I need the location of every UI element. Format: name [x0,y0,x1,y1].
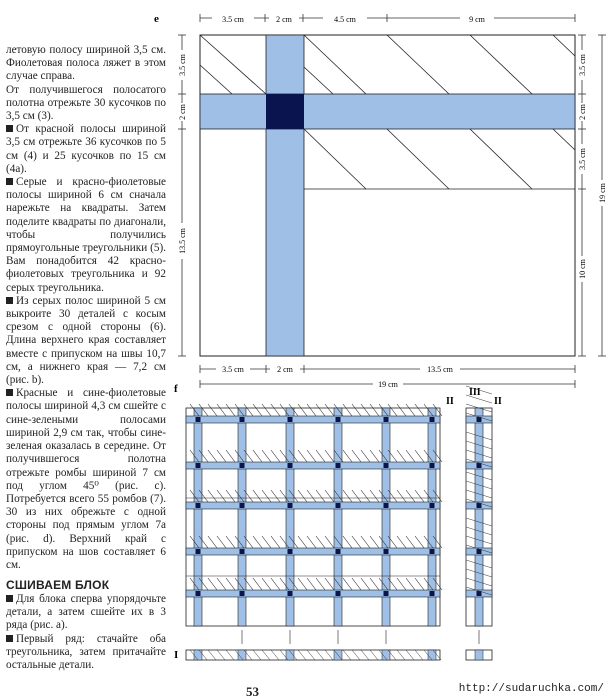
horizontal-strip [186,590,440,597]
intersection-square [240,549,245,554]
horizontal-strip [186,502,440,509]
intersection-square [336,417,341,422]
intersection-square [288,591,293,596]
bullet-icon [6,635,13,642]
paragraph: От получившегося полосатого полотна отрежьте 30 кусочков по 3,5 см (3). [6,83,166,123]
intersection-square [240,591,245,596]
bullet-icon [6,595,13,602]
intersection-square [384,591,389,596]
intersection-square [430,417,435,422]
source-url: http://sudaruchka.com/ [458,683,604,695]
row-marker: II [446,396,454,407]
page-number: 53 [246,684,259,699]
intersection-square [196,591,201,596]
bullet-icon [6,125,13,132]
dim-label: 10 cm [578,259,587,279]
intersection-square [430,463,435,468]
intersection-square [430,591,435,596]
paragraph: От красной полосы шириной 3,5 см отрежьте 36 кусочков по 5 см (4) и 25 кусочков по 15 см (4а). [6,123,166,175]
intersection-square [240,503,245,508]
dim-label: 19 cm [378,380,398,389]
intersection-square [240,463,245,468]
dim-label: 2 cm [277,365,293,374]
strip-segment [428,650,436,660]
paragraph: Красные и сине-фиолетовые полосы шириной 4,3 см сшейте с сине-зелеными полосами шириной 2,9 см так, чтобы сине-зеленая оказалась в середине. От получившегося полотна отрежьте ромбы шириной 7 см под углом 45⁰ (рис. с). Потребуется всего 55 ромбов (7). 30 из них обрежьте с одной стороны под прямым углом 7а (рис. d). Верхний край с припуском на шов составляет 6 см. [6,387,166,571]
dim-label: 13.5 cm [427,365,453,374]
dim-label: 13.5 cm [178,228,187,254]
horizontal-strip [186,416,440,423]
dim-label: 9 cm [469,15,485,24]
dim-label: 4.5 cm [334,15,356,24]
side-bottom-strip [475,650,483,660]
intersection-square [384,549,389,554]
intersection-square [336,549,341,554]
intersection-square [384,417,389,422]
intersection-square [430,503,435,508]
paragraph: Первый ряд: стачайте оба треугольника, затем притачайте остальные детали. [6,632,166,672]
figure-f-diagram [170,380,510,680]
intersection-square [196,549,201,554]
intersection-square [288,503,293,508]
intersection-square [240,417,245,422]
paragraph: Для блока сперва упорядочьте детали, а затем сшейте их в 3 ряда (рис. а). [6,593,166,632]
dim-label: 3.5 cm [222,365,244,374]
row-marker: III [469,387,481,398]
dim-label: 2 cm [578,104,587,120]
vertical-strip [266,35,304,356]
intersection-square [336,503,341,508]
strip-segment [194,650,202,660]
row-label: I [174,649,179,661]
dim-label: 3.5 cm [222,15,244,24]
center-square [266,94,304,129]
intersection-square [196,463,201,468]
row-marker: II [494,396,502,407]
horizontal-strip [186,462,440,469]
horizontal-strip [186,548,440,555]
intersection-square [196,417,201,422]
intersection-square [384,503,389,508]
intersection-square [384,463,389,468]
intersection-square [336,591,341,596]
instructions-column [6,44,166,572]
figure-e-label: e [154,13,159,25]
horizontal-strip [200,94,575,129]
dim-label: 3.5 cm [578,148,587,170]
intersection-square [288,549,293,554]
intersection-square [430,549,435,554]
instructions-column-2 [6,593,166,672]
figure-e-diagram [154,8,610,393]
intersection-square [196,503,201,508]
paragraph: летовую полосу шириной 3,5 см. Фиолетовая полоса ляжет в этом случае справа. [6,44,166,83]
dim-label: 2 cm [276,15,292,24]
section-heading: СШИВАЕМ БЛОК [6,578,110,592]
intersection-square [288,463,293,468]
dim-label: 3.5 cm [578,54,587,76]
dim-label: 19 cm [598,183,607,203]
bullet-icon [6,178,13,185]
paragraph: Из серых полос шириной 5 см выкроите 30 деталей с косым срезом с одной стороны (6). Длина верхнего края составляет вместе с припуском на швы 10,7 см, а нижнего края — 7,2 см (рис. b). [6,294,166,387]
dim-label: 2 cm [178,104,187,120]
figure-f-label: f [174,383,178,395]
dim-label: 3.5 cm [178,54,187,76]
bullet-icon [6,297,13,304]
block-outline [200,35,575,356]
intersection-square [288,417,293,422]
intersection-square [336,463,341,468]
bullet-icon [6,389,13,396]
paragraph: Серые и красно-фиолетовые полосы шириной 6 см сначала нарежьте на квадраты. Затем поделите квадраты по диагонали, чтобы получились прямоугольные треугольники (5). Вам понадобится 42 красно-фиолетовых треугольника и 92 серых треугольника. [6,176,166,294]
